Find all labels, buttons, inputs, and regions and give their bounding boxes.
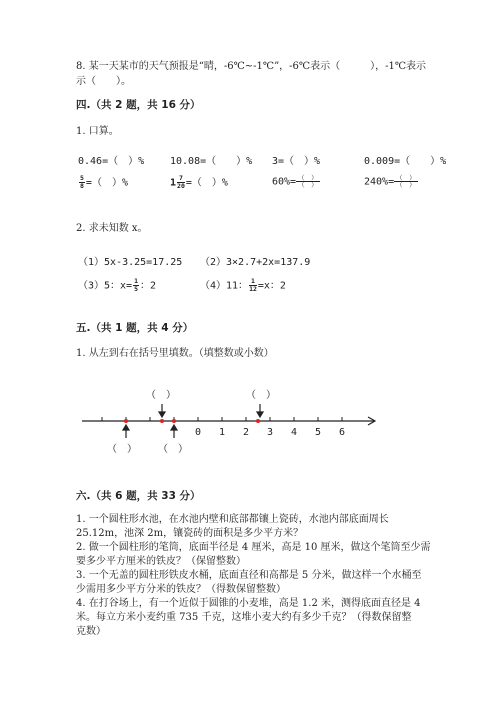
axis-label-4: 4 (291, 427, 298, 438)
blank-fraction: （ ） （ ） (396, 174, 416, 189)
problem-line: 3. 一个无盖的圆柱形铁皮水桶，底面直径和高都是 5 分米，做这样一个水桶至 (76, 570, 422, 581)
section6-title: 六.（共 6 题，共 33 分） (76, 490, 201, 502)
equation-4: （4）11： $\frac{1}{12}$ =x：2 (200, 277, 286, 293)
equation-1: （1）5x-3.25=17.25 (78, 257, 183, 268)
point-marker (172, 419, 176, 423)
q8-line1: 8. 某一天某市的天气预报是“晴，-6℃~-1℃”，-6℃表示（ ），-1℃表示 (76, 61, 427, 72)
axis-label-1: 1 (219, 427, 226, 438)
oral-calc-title: 1. 口算。 (76, 126, 119, 137)
fraction: $\frac{7}{20}$ (177, 174, 185, 190)
problem-line: 25.12m，池深 2m，镶瓷砖的面积是多少平方米？ (76, 528, 304, 539)
axis-label-6: 6 (339, 427, 346, 438)
problem-line: 2. 做一个圆柱形的笔筒，底面半径是 4 厘米，高是 10 厘米，做这个笔筒至少需 (76, 542, 431, 553)
fraction: $\frac{1}{5}$ (134, 277, 139, 293)
oral-calc-8: 240%= （ ） （ ） (364, 174, 416, 189)
oral-calc-3: 3=（ ）% (272, 156, 321, 167)
oral-calc-5: $\frac{5}{8}$ =（ ）% (80, 174, 128, 190)
section5-title: 五.（共 1 题，共 4 分） (76, 322, 194, 334)
blank-fraction: （ ） （ ） (298, 174, 318, 189)
point-marker (256, 419, 260, 423)
problem-line: 米。每立方米小麦约重 735 千克，这堆小麦大约有多少千克？（得数保留整 (76, 612, 412, 623)
point-marker (160, 419, 164, 423)
bottom-blank-1[interactable]: （ ） (107, 444, 137, 455)
problem-line: 4. 在打谷场上，有一个近似于圆锥的小麦堆，高是 1.2 米，测得底面直径是 4 (76, 598, 421, 609)
equation-3: （3）5：x= $\frac{1}{5}$ ：2 (78, 277, 157, 293)
axis-label-5: 5 (315, 427, 322, 438)
point-marker (124, 419, 128, 423)
bottom-blank-2[interactable]: （ ） (158, 444, 188, 455)
problem-line: 1. 一个圆柱形水池，在水池内壁和底部都镶上瓷砖，水池内部底面周长 (76, 514, 389, 525)
oral-calc-6: 1 $\frac{7}{20}$ =（ ）% (170, 174, 228, 190)
numberline-question: 1. 从左到右在括号里填数。（填整数或小数） (76, 348, 274, 359)
top-blank-2[interactable]: （ ） (246, 390, 276, 401)
fraction: $\frac{5}{8}$ (80, 174, 84, 190)
oral-calc-7: 60%= （ ） （ ） (272, 174, 318, 189)
section4-title: 四.（共 2 题，共 16 分） (76, 99, 201, 111)
fraction: $\frac{1}{12}$ (249, 277, 257, 293)
oral-calc-1: 0.46=（ ）% (78, 156, 145, 167)
axis-label-3: 3 (267, 427, 274, 438)
top-blank-1[interactable]: （ ） (146, 390, 176, 401)
axis-label-2: 2 (243, 427, 250, 438)
problem-line: 要多少平方厘米的铁皮？（保留整数） (76, 556, 246, 567)
solve-x-title: 2. 求未知数 x。 (76, 223, 148, 234)
oral-calc-2: 10.08=（ ）% (170, 156, 253, 167)
oral-calc-4: 0.009=（ ）% (364, 156, 447, 167)
q8-line2: 示（ ）。 (76, 76, 131, 87)
axis-label-0: 0 (195, 427, 202, 438)
problem-line: 少需用多少平方分米的铁皮？（得数保留整数） (76, 584, 286, 595)
problem-line: 克数） (76, 626, 106, 637)
equation-2: （2）3×2.7+2x=137.9 (200, 257, 311, 268)
